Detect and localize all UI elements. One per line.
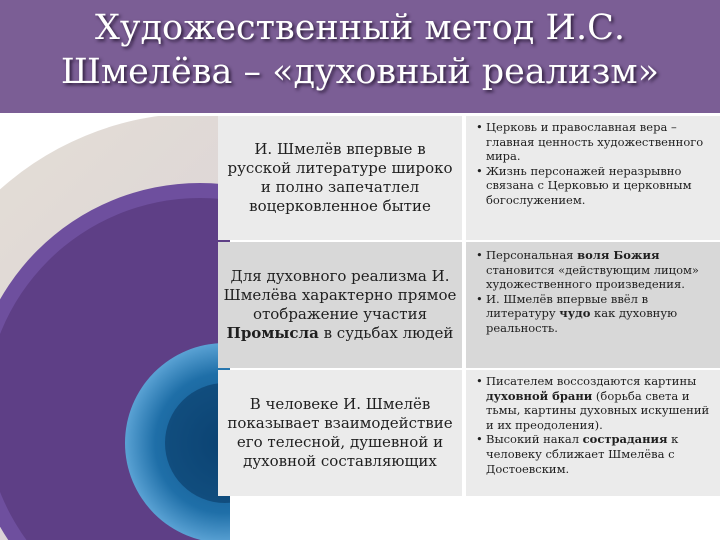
bullet-segment: Персональная bbox=[486, 248, 578, 262]
row2-bullet-1 bbox=[476, 248, 710, 292]
bullet-segment: Писателем воссоздаются картины bbox=[486, 374, 697, 388]
title-line-1: Художественный метод И.С. bbox=[95, 8, 625, 48]
row1-left-cell bbox=[218, 116, 462, 240]
row3-bullet-2 bbox=[476, 432, 710, 476]
row3-bullet-1 bbox=[476, 374, 710, 432]
bullet-segment: чудо bbox=[559, 306, 591, 321]
page-title bbox=[0, 6, 720, 94]
row1-bullet-2 bbox=[476, 164, 710, 208]
row2-left-text-a: Для духовного реализма И. Шмелёва характерно прямое отображение участия bbox=[223, 267, 457, 323]
title-line-2: Шмелёва – «духовный реализм» bbox=[60, 52, 660, 92]
row1-bullet-1 bbox=[476, 120, 710, 164]
bullet-segment: Жизнь персонажей неразрывно связана с Церковью и церковным богослужением. bbox=[486, 163, 692, 207]
row3-left-text: В человеке И. Шмелёв показывает взаимодействие его телесной, душевной и духовной составляющих bbox=[227, 395, 453, 470]
row2-left-text-b: в судьбах людей bbox=[318, 324, 454, 342]
row2-left-bold: Промысла bbox=[226, 324, 319, 342]
bullet-segment: И. Шмелёв впервые ввёл в литературу bbox=[486, 291, 649, 321]
bullet-segment: духовной брани bbox=[486, 388, 593, 403]
bullet-segment: становится «действующим лицом» художественного произведения. bbox=[486, 262, 699, 292]
decorative-arcs bbox=[0, 113, 230, 540]
row2-bullet-2 bbox=[476, 292, 710, 336]
row3-left-cell bbox=[218, 370, 462, 496]
row3-right-cell bbox=[466, 370, 720, 496]
row1-left-text: И. Шмелёв впервые в русской литературе широко и полно запечатлел воцерковленное бытие bbox=[227, 140, 453, 215]
bullet-segment: (борьба света и тьмы, картины духовных искушений и их преодоления). bbox=[486, 388, 710, 432]
row2-left-cell bbox=[218, 242, 462, 368]
bullet-segment: к человеку сближает Шмелёва с Достоевским. bbox=[486, 432, 679, 476]
bullet-segment: Церковь и православная вера – главная ценность художественного мира. bbox=[486, 120, 704, 164]
bullet-segment: как духовную реальность. bbox=[486, 306, 678, 335]
row2-left-text bbox=[222, 267, 458, 343]
bullet-segment: Высокий накал bbox=[486, 432, 583, 447]
row2-right-cell bbox=[466, 242, 720, 368]
row1-right-cell bbox=[466, 116, 720, 240]
bullet-segment: воля Божия bbox=[577, 248, 660, 262]
bullet-segment: сострадания bbox=[582, 432, 668, 447]
